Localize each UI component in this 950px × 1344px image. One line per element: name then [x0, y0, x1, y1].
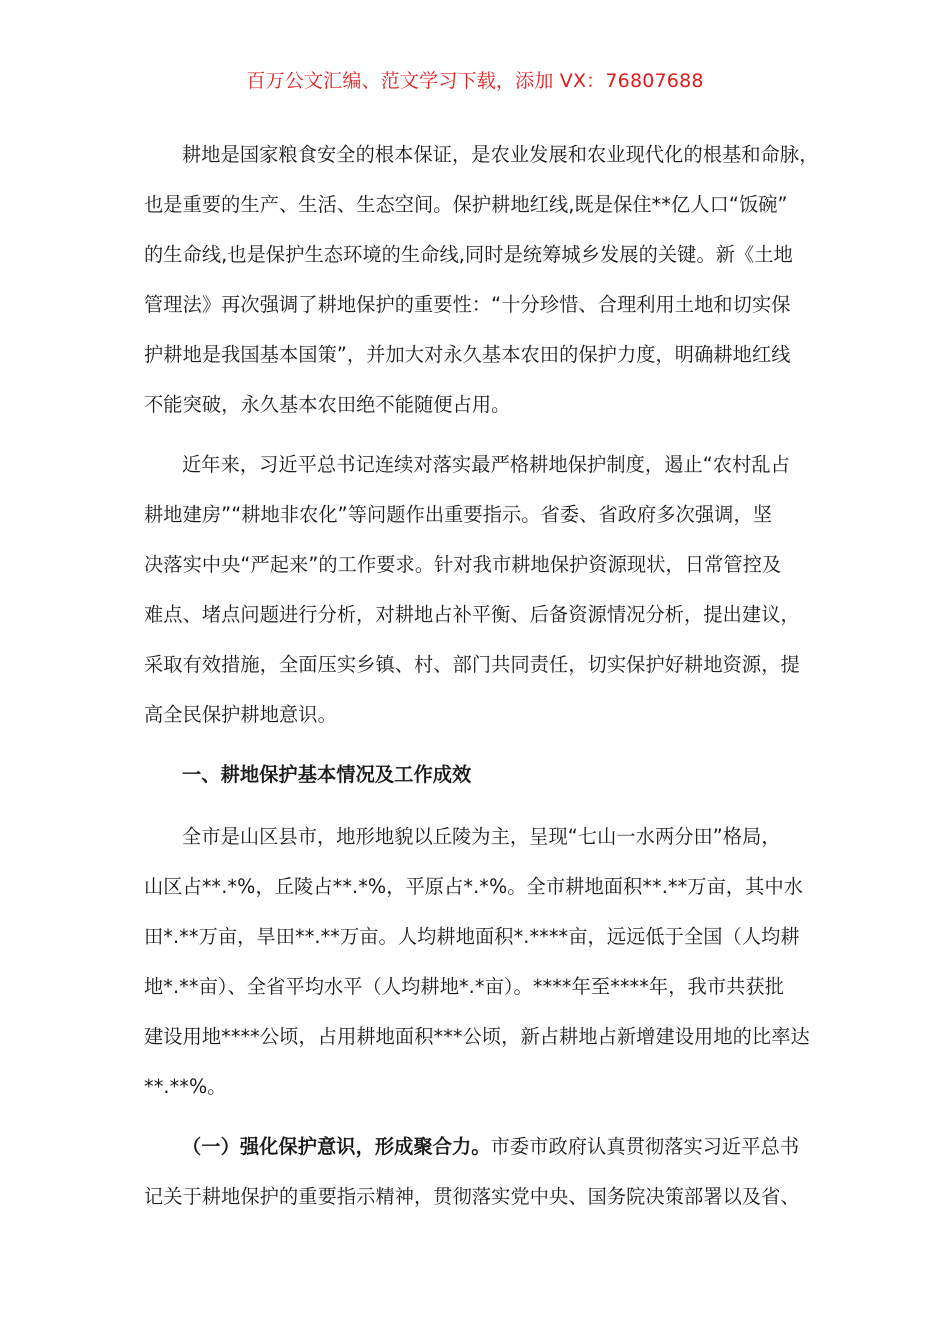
paragraph-line: 地*.**亩）、全省平均水平（人均耕地*.*亩）。****年至****年，我市共获批: [144, 975, 784, 998]
paragraph-line: 决落实中央“严起来”的工作要求。针对我市耕地保护资源现状，日常管控及: [144, 553, 782, 576]
paragraph-line: 全市是山区县市，地形地貌以丘陵为主，呈现“七山一水两分田”格局，: [182, 825, 781, 848]
paragraph-line: 山区占**.*%，丘陵占**.*%，平原占*.*%。全市耕地面积**.**万亩，其中水: [144, 875, 804, 898]
paragraph-line: 耕地是国家粮食安全的根本保证，是农业发展和农业现代化的根基和命脉，: [182, 143, 819, 166]
paragraph-line: 护耕地是我国基本国策”，并加大对永久基本农田的保护力度，明确耕地红线: [144, 343, 791, 366]
paragraph-line: 管理法》再次强调了耕地保护的重要性：“十分珍惜、合理利用土地和切实保: [144, 293, 791, 316]
paragraph-line: 建设用地****公顷，占用耕地面积***公顷，新占耕地占新增建设用地的比率达: [144, 1025, 810, 1048]
subsection-heading: （一）强化保护意识，形成聚合力。: [182, 1135, 491, 1158]
paragraph-line: 田*.**万亩，旱田**.**万亩。人均耕地面积*.****亩，远远低于全国（人均耕: [144, 925, 800, 948]
paragraph-line: 耕地建房”“耕地非农化”等问题作出重要指示。省委、省政府多次强调，坚: [144, 503, 773, 526]
paragraph-line: 近年来，习近平总书记连续对落实最严格耕地保护制度，遏止“农村乱占: [182, 453, 790, 476]
paragraph-line: 也是重要的生产、生活、生态空间。保护耕地红线,既是保住**亿人口“饭碗”: [144, 193, 788, 216]
subsection-paragraph-start: [182, 1132, 799, 1159]
paragraph-line: 高全民保护耕地意识。: [144, 703, 337, 726]
section-heading: 一、耕地保护基本情况及工作成效: [182, 763, 472, 786]
paragraph-line: **.**%。: [144, 1075, 227, 1098]
paragraph-line: 难点、堵点问题进行分析，对耕地占补平衡、后备资源情况分析，提出建议，: [144, 603, 800, 626]
paragraph-line: 不能突破，永久基本农田绝不能随便占用。: [144, 393, 511, 416]
paragraph-line: 采取有效措施，全面压实乡镇、村、部门共同责任，切实保护好耕地资源，提: [144, 653, 800, 676]
paragraph-line: 记关于耕地保护的重要指示精神，贯彻落实党中央、国务院决策部署以及省、: [144, 1185, 800, 1208]
watermark-header: 百万公文汇编、范文学习下载，添加 VX：76807688: [246, 70, 704, 92]
paragraph-line: 的生命线,也是保护生态环境的生命线,同时是统筹城乡发展的关键。新《土地: [144, 243, 793, 266]
subsection-text: 市委市政府认真贯彻落实习近平总书: [490, 1135, 800, 1158]
